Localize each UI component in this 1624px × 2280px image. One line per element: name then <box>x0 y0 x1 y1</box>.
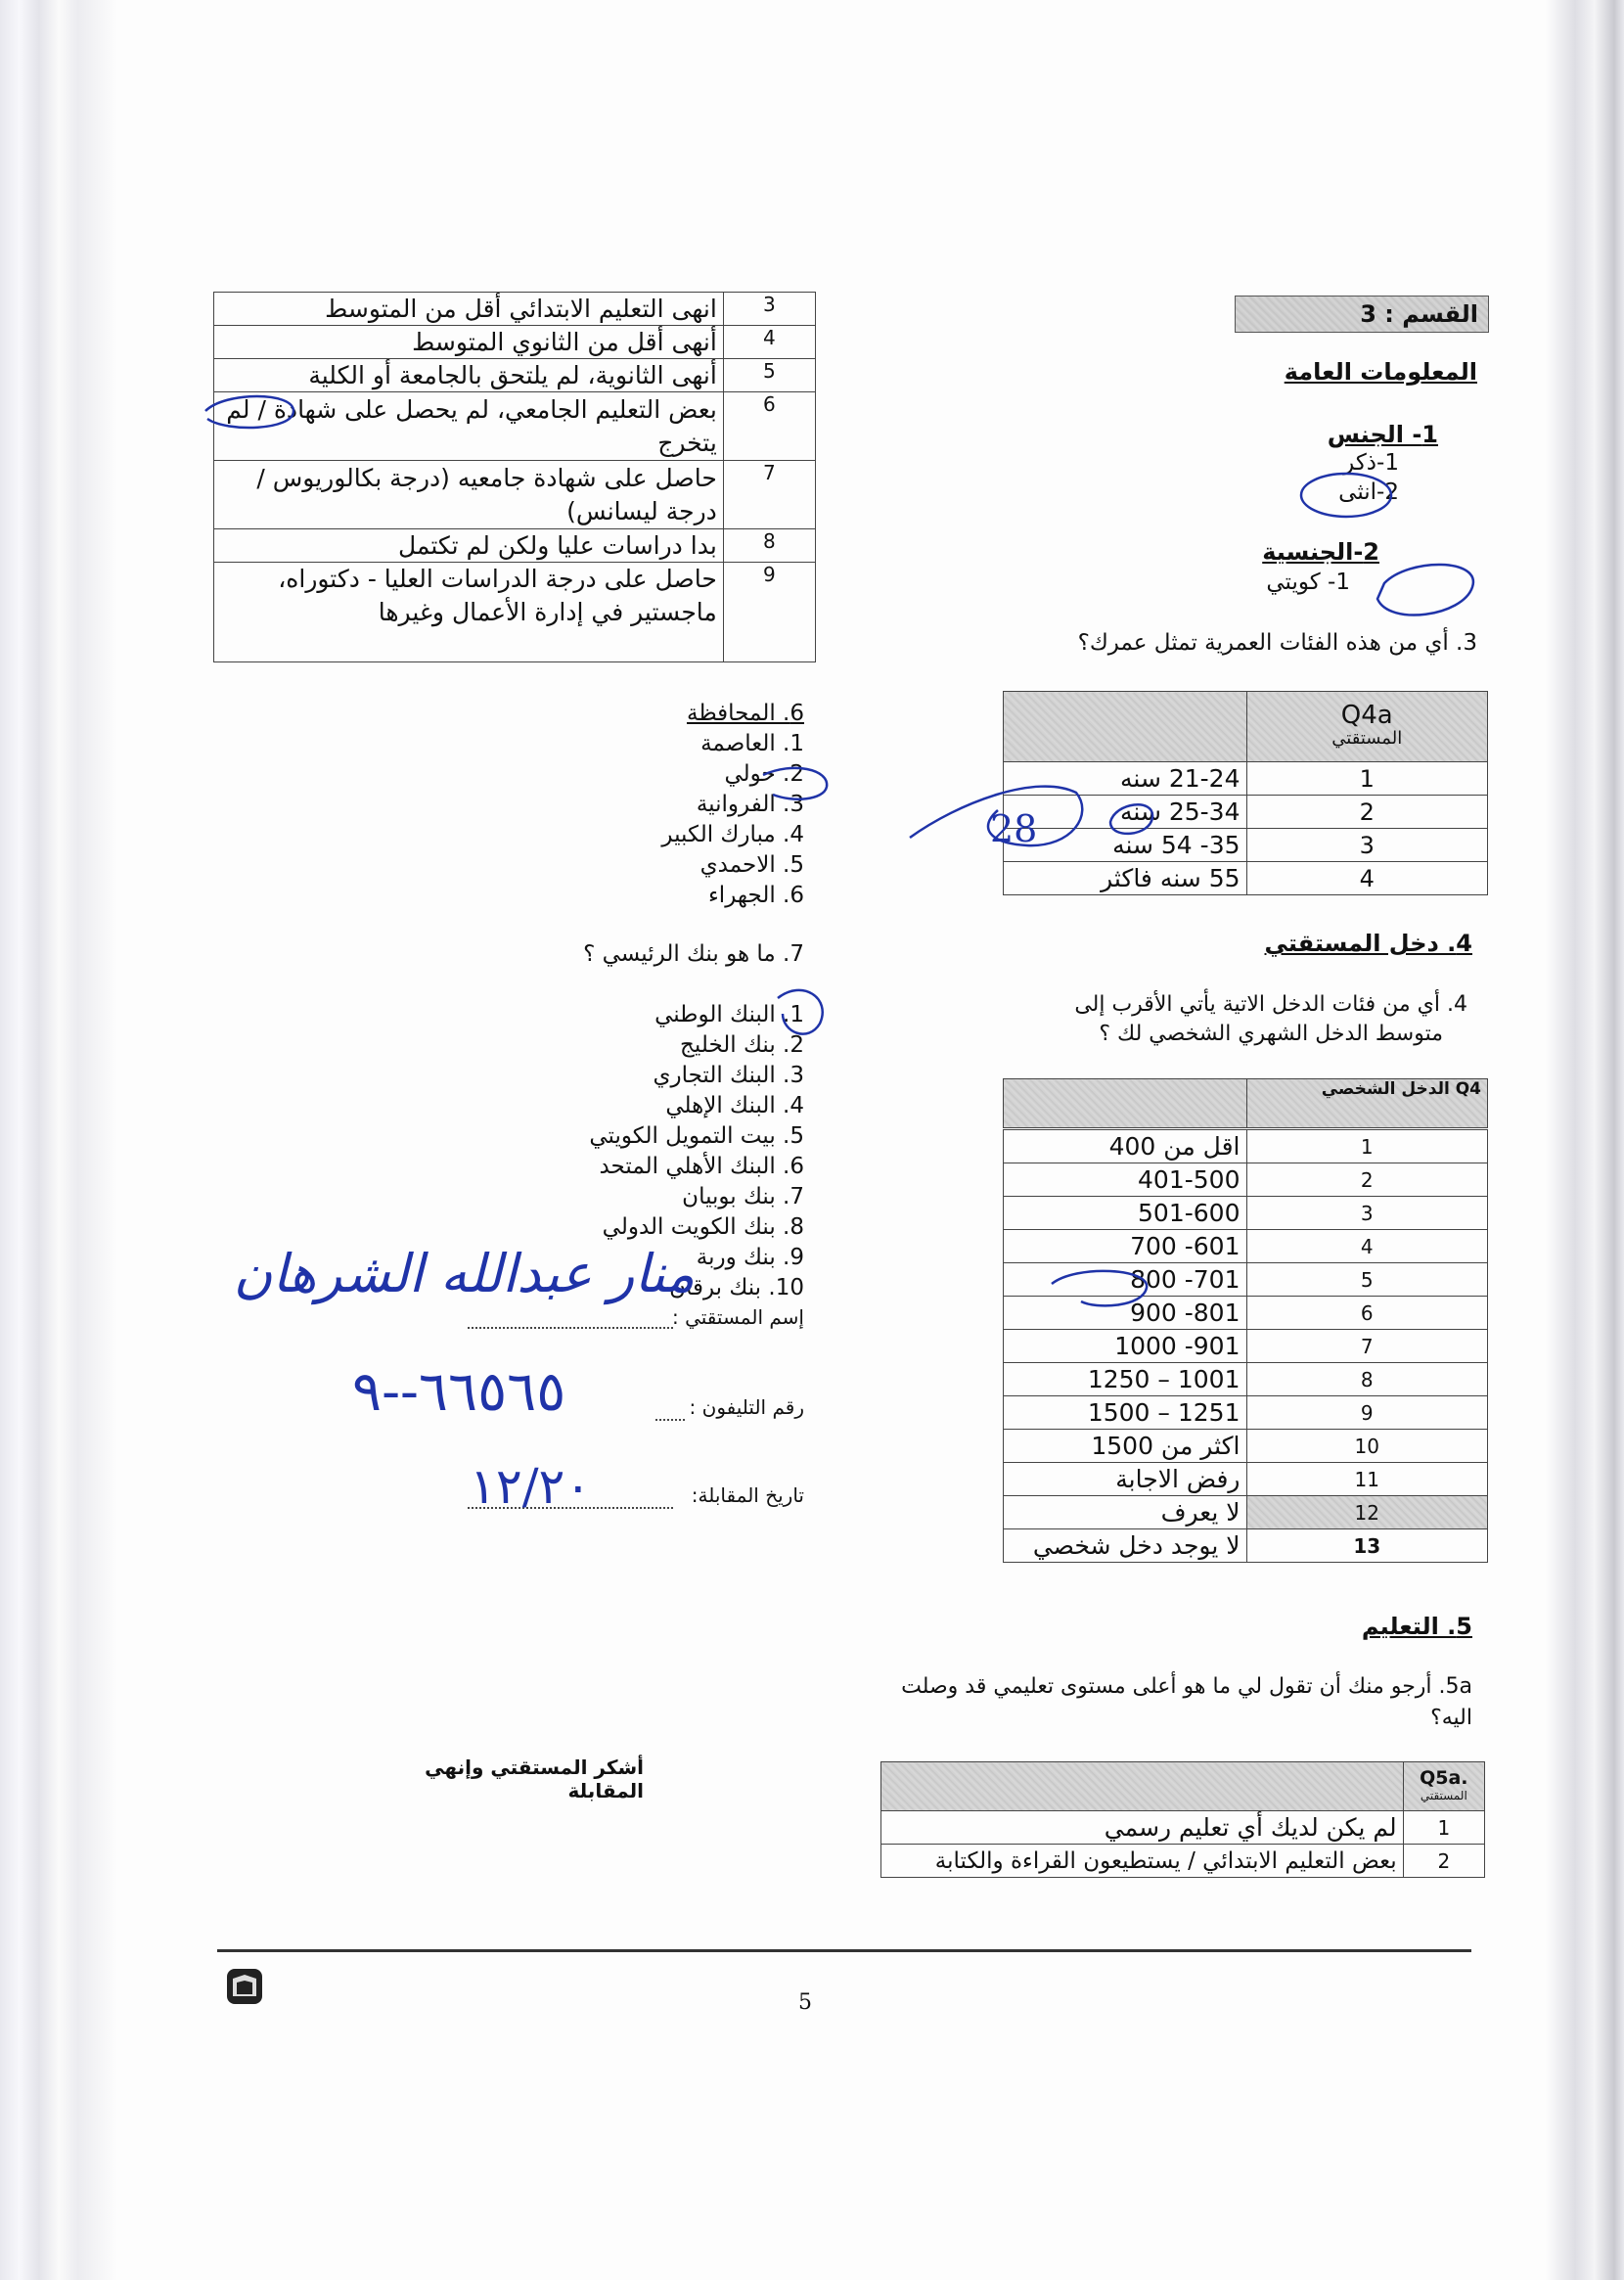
income-row-label: 501-600 <box>1004 1197 1247 1230</box>
binder-edge <box>0 0 117 2280</box>
income-row-label: 701- 800 <box>1004 1263 1247 1297</box>
q2-block <box>1223 538 1379 599</box>
income-row-code: 1 <box>1246 1130 1488 1163</box>
income-row-label: لا يعرف <box>1004 1496 1247 1529</box>
q7-title: 7. ما هو بنك الرئيسي ؟ <box>583 941 804 967</box>
ink-age-text: 28 <box>990 807 1038 850</box>
q1-title: 1- الجنس <box>1327 421 1438 448</box>
income-rows <box>1003 1129 1488 1563</box>
age-row-code: 4 <box>1246 862 1488 895</box>
education-row-label: لم يكن لديك أي تعليم رسمي <box>881 1811 1404 1845</box>
q6-block <box>548 699 804 911</box>
age-row-label: 21-24 سنه <box>1004 762 1247 796</box>
section-subtitle: المعلومات العامة <box>1284 358 1477 386</box>
respondent-name-value: منار عبدالله الشرهان <box>233 1243 695 1304</box>
closing-text: أشكر المستقتي وإنهي المقابلة <box>425 1756 644 1802</box>
edu-cont-label: حاصل على شهادة جامعيه (درجة بكالوريوس / درجة ليسانس) <box>214 461 724 529</box>
footer-logo-icon <box>225 1967 264 2006</box>
age-header-code <box>1246 692 1488 762</box>
edu-cont-label: حاصل على درجة الدراسات العليا - دكتوراه، ماجستير في إدارة الأعمال وغيرها <box>214 563 724 662</box>
edu-cont-label: أنهى أقل من الثانوي المتوسط <box>214 326 724 359</box>
q1-option: 1-ذكر <box>1343 450 1399 476</box>
q6-title: 6. المحافظة <box>686 701 804 726</box>
income-row-label: 401-500 <box>1004 1163 1247 1197</box>
q7-option: 7. بنك بوبيان <box>682 1184 804 1209</box>
education-row-label: بعض التعليم الابتدائي / يستطيعون القراءة والكتابة <box>881 1845 1404 1878</box>
edu-cont-code: 7 <box>723 461 815 529</box>
edu-cont-label: بدا دراسات عليا ولكن لم تكتمل <box>214 529 724 563</box>
age-table <box>1003 691 1488 895</box>
q7-option: 4. البنك الإهلي <box>665 1093 804 1118</box>
age-header-label <box>1004 692 1247 762</box>
q6-option: 3. الفروانية <box>696 792 804 817</box>
page-edge-right <box>1546 0 1624 2280</box>
age-row-code: 3 <box>1246 829 1488 862</box>
education-header-label <box>881 1762 1404 1811</box>
section-header <box>1235 296 1489 333</box>
respondent-date-value: ١٢/٢٠ <box>470 1458 592 1515</box>
income-header-blank <box>1004 1079 1247 1128</box>
income-row-label: اقل من 400 <box>1004 1130 1247 1163</box>
ink-circle-kuwaiti <box>1377 565 1473 616</box>
respondent-phone-label: رقم التليفون : <box>689 1395 804 1419</box>
income-row-code: 4 <box>1246 1230 1488 1263</box>
edu-cont-label: انهى التعليم الابتدائي أقل من المتوسط <box>214 293 724 326</box>
respondent-phone-value: ٦٦٥٦٥--٩ <box>352 1360 566 1424</box>
q3-question: 3. أي من هذه الفئات العمرية تمثل عمرك؟ <box>1077 630 1477 656</box>
edu-cont-code: 9 <box>723 563 815 662</box>
respondent-date-label: تاريخ المقابلة: <box>691 1483 804 1507</box>
income-row-label: رفض الاجابة <box>1004 1463 1247 1496</box>
income-row-code: 6 <box>1246 1297 1488 1330</box>
q7-option: 8. بنك الكويت الدولي <box>602 1214 804 1240</box>
education-row-code: 1 <box>1403 1811 1484 1845</box>
edu-cont-code: 4 <box>723 326 815 359</box>
q5-question-line1: 5a. أرجو منك أن تقول لي ما هو أعلى مستوى تعليمي قد وصلت <box>901 1674 1472 1699</box>
education-row-code: 2 <box>1403 1845 1484 1878</box>
income-row-label: اكثر من 1500 <box>1004 1430 1247 1463</box>
income-rows-table <box>1003 1129 1488 1563</box>
income-row-code: 7 <box>1246 1330 1488 1363</box>
q6-option: 5. الاحمدي <box>699 852 804 878</box>
q7-option: 3. البنك التجاري <box>653 1063 804 1088</box>
income-row-label: 901- 1000 <box>1004 1330 1247 1363</box>
q7-option: 2. بنك الخليج <box>680 1032 804 1058</box>
income-row-code: 5 <box>1246 1263 1488 1297</box>
q4-question-line1: 4. أي من فئات الدخل الاتية يأتي الأقرب إلى <box>1074 992 1467 1017</box>
income-row-code: 3 <box>1246 1197 1488 1230</box>
q7-option: 6. البنك الأهلي المتحد <box>599 1154 804 1179</box>
q6-option: 1. العاصمة <box>700 731 804 756</box>
education-table <box>880 1761 1485 1878</box>
income-table <box>1003 1078 1488 1128</box>
q2-option: 1- كويتي <box>1266 570 1350 595</box>
income-row-code: 13 <box>1246 1529 1488 1563</box>
age-row-label: 25-34 سنه <box>1004 796 1247 829</box>
q4-heading: 4. دخل المستقتي <box>1264 930 1472 957</box>
q4-question <box>1027 990 1467 1049</box>
education-header-code <box>1403 1762 1484 1811</box>
age-header-sub: المستقتي <box>1331 727 1403 749</box>
income-row-code: 12 <box>1246 1496 1488 1529</box>
q7-option: 10. بنك برقان <box>669 1275 804 1300</box>
q7-option: 1. البنك الوطني <box>654 1002 804 1027</box>
income-row-label: 801- 900 <box>1004 1297 1247 1330</box>
q7-option: 5. بيت التمويل الكويتي <box>589 1123 804 1149</box>
q2-title: 2-الجنسية <box>1262 538 1379 566</box>
q6-option: 4. مبارك الكبير <box>661 822 804 847</box>
age-row-code: 2 <box>1246 796 1488 829</box>
income-row-code: 9 <box>1246 1396 1488 1430</box>
page-number: 5 <box>798 1990 812 2015</box>
income-row-label: 1251 – 1500 <box>1004 1396 1247 1430</box>
section-title: القسم : 3 <box>1360 300 1478 328</box>
q1-block <box>1223 421 1438 507</box>
q1-option: 2-انثى <box>1338 479 1399 505</box>
edu-cont-code: 3 <box>723 293 815 326</box>
q6-option: 6. الجهراء <box>707 883 804 908</box>
respondent-name-dots <box>468 1327 673 1329</box>
income-row-code: 2 <box>1246 1163 1488 1197</box>
q5-question <box>900 1671 1472 1734</box>
age-row-label: 35- 54 سنه <box>1004 829 1247 862</box>
education-header-code-text: Q5a. <box>1420 1766 1468 1789</box>
edu-cont-code: 8 <box>723 529 815 563</box>
income-row-code: 10 <box>1246 1430 1488 1463</box>
edu-cont-code: 6 <box>723 392 815 461</box>
income-row-label: لا يوجد دخل شخصي <box>1004 1529 1247 1563</box>
edu-cont-label: بعض التعليم الجامعي، لم يحصل على شهادة / لم يتخرج <box>214 392 724 461</box>
age-row-label: 55 سنه فاكثر <box>1004 862 1247 895</box>
edu-cont-label: أنهى الثانوية، لم يلتحق بالجامعة أو الكلية <box>214 359 724 392</box>
q4-question-line2: متوسط الدخل الشهري الشخصي لك ؟ <box>1099 1022 1443 1046</box>
income-header: Q4 الدخل الشخصي <box>1246 1079 1488 1128</box>
income-row-label: 601- 700 <box>1004 1230 1247 1263</box>
education-header-sub: المستقتي <box>1420 1788 1467 1802</box>
q5-question-line2: اليه؟ <box>1430 1706 1472 1730</box>
edu-cont-code: 5 <box>723 359 815 392</box>
income-row-code: 8 <box>1246 1363 1488 1396</box>
q7-option: 9. بنك وربة <box>696 1245 804 1270</box>
education-continued-table <box>213 292 816 662</box>
respondent-name-label: إسم المستقتي : <box>672 1305 804 1329</box>
q6-option: 2. حولي <box>724 761 804 787</box>
age-header-code-text: Q4a <box>1340 700 1393 730</box>
age-row-code: 1 <box>1246 762 1488 796</box>
footer-rule <box>217 1949 1471 1952</box>
q5-heading: 5. التعليم <box>1361 1613 1472 1640</box>
income-row-code: 11 <box>1246 1463 1488 1496</box>
income-row-label: 1001 – 1250 <box>1004 1363 1247 1396</box>
